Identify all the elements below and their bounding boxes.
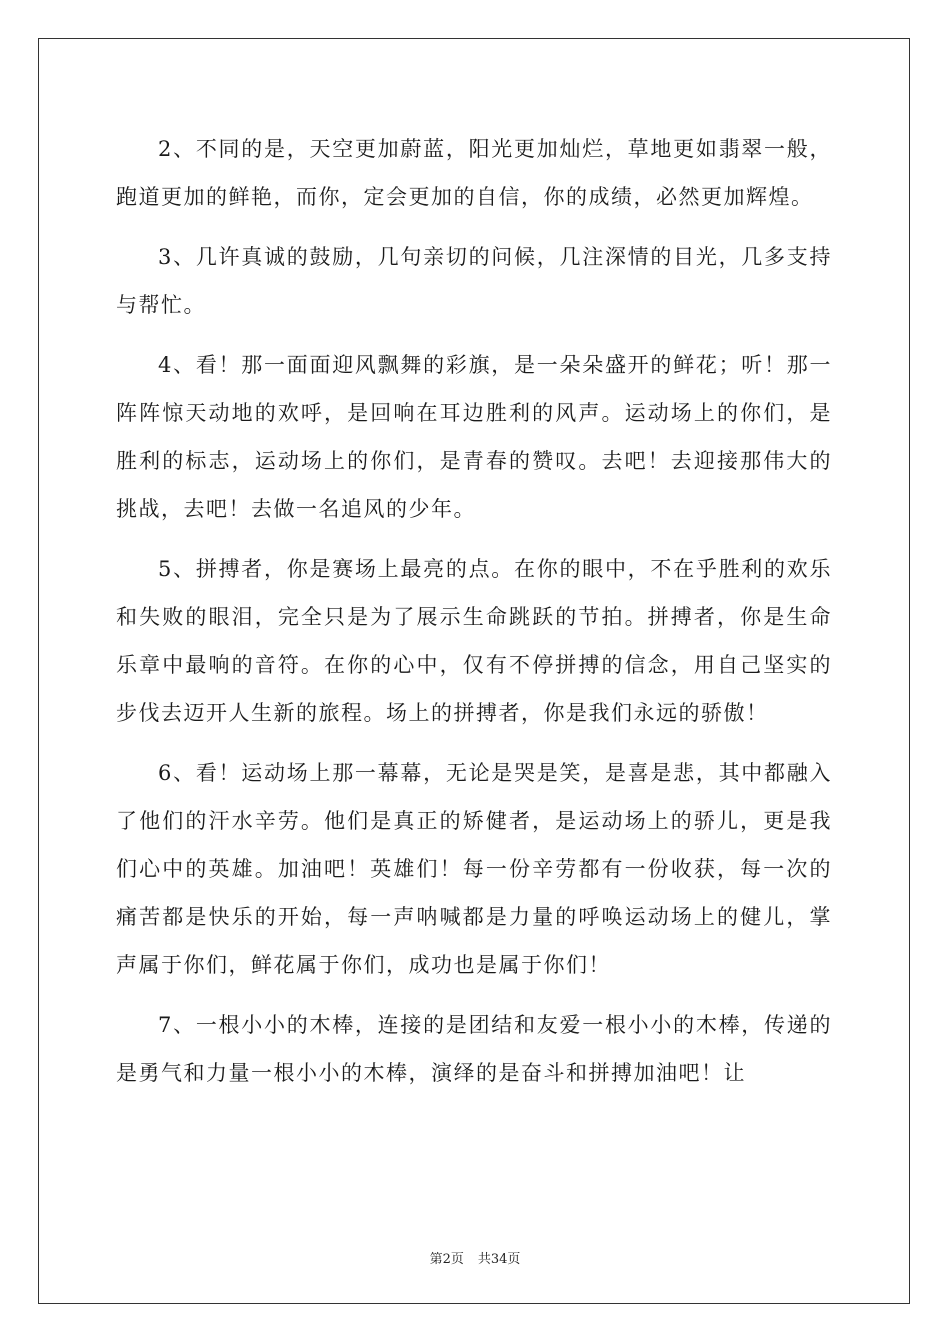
paragraph-7: 7、一根小小的木棒，连接的是团结和友爱一根小小的木棒，传递的是勇气和力量一根小小的木棒，演绎的是奋斗和拼搏加油吧！让	[116, 1013, 832, 1085]
paragraph-3: 3、几许真诚的鼓励，几句亲切的问候，几注深情的目光，几多支持与帮忙。	[116, 245, 832, 317]
page-number: 第2页	[429, 1252, 464, 1267]
paragraph-5: 5、拼搏者，你是赛场上最亮的点。在你的眼中，不在乎胜利的欢乐和失败的眼泪，完全只是为了展示生命跳跃的节拍。拼搏者，你是生命乐章中最响的音符。在你的心中，仅有不停拼搏的信念，用自己坚实的步伐去迈开人生新的旅程。场上的拼搏者，你是我们永远的骄傲！	[116, 557, 832, 725]
paragraph-4: 4、看！那一面面迎风飘舞的彩旗，是一朵朵盛开的鲜花；听！那一阵阵惊天动地的欢呼，是回响在耳边胜利的风声。运动场上的你们，是胜利的标志，运动场上的你们，是青春的赞叹。去吧！去迎接那伟大的挑战，去吧！去做一名追风的少年。	[116, 353, 832, 521]
paragraph-2: 2、不同的是，天空更加蔚蓝，阳光更加灿烂，草地更如翡翠一般，跑道更加的鲜艳，而你，定会更加的自信，你的成绩，必然更加辉煌。	[116, 137, 832, 209]
paragraph-6: 6、看！运动场上那一幕幕，无论是哭是笑，是喜是悲，其中都融入了他们的汗水辛劳。他们是真正的矫健者，是运动场上的骄儿，更是我们心中的英雄。加油吧！英雄们！每一份辛劳都有一份收获，每一次的痛苦都是快乐的开始，每一声呐喊都是力量的呼唤运动场上的健儿，掌声属于你们，鲜花属于你们，成功也是属于你们！	[116, 761, 832, 977]
total-pages: 共34页	[477, 1252, 521, 1267]
document-body	[116, 125, 832, 1109]
page-footer	[0, 1248, 950, 1267]
